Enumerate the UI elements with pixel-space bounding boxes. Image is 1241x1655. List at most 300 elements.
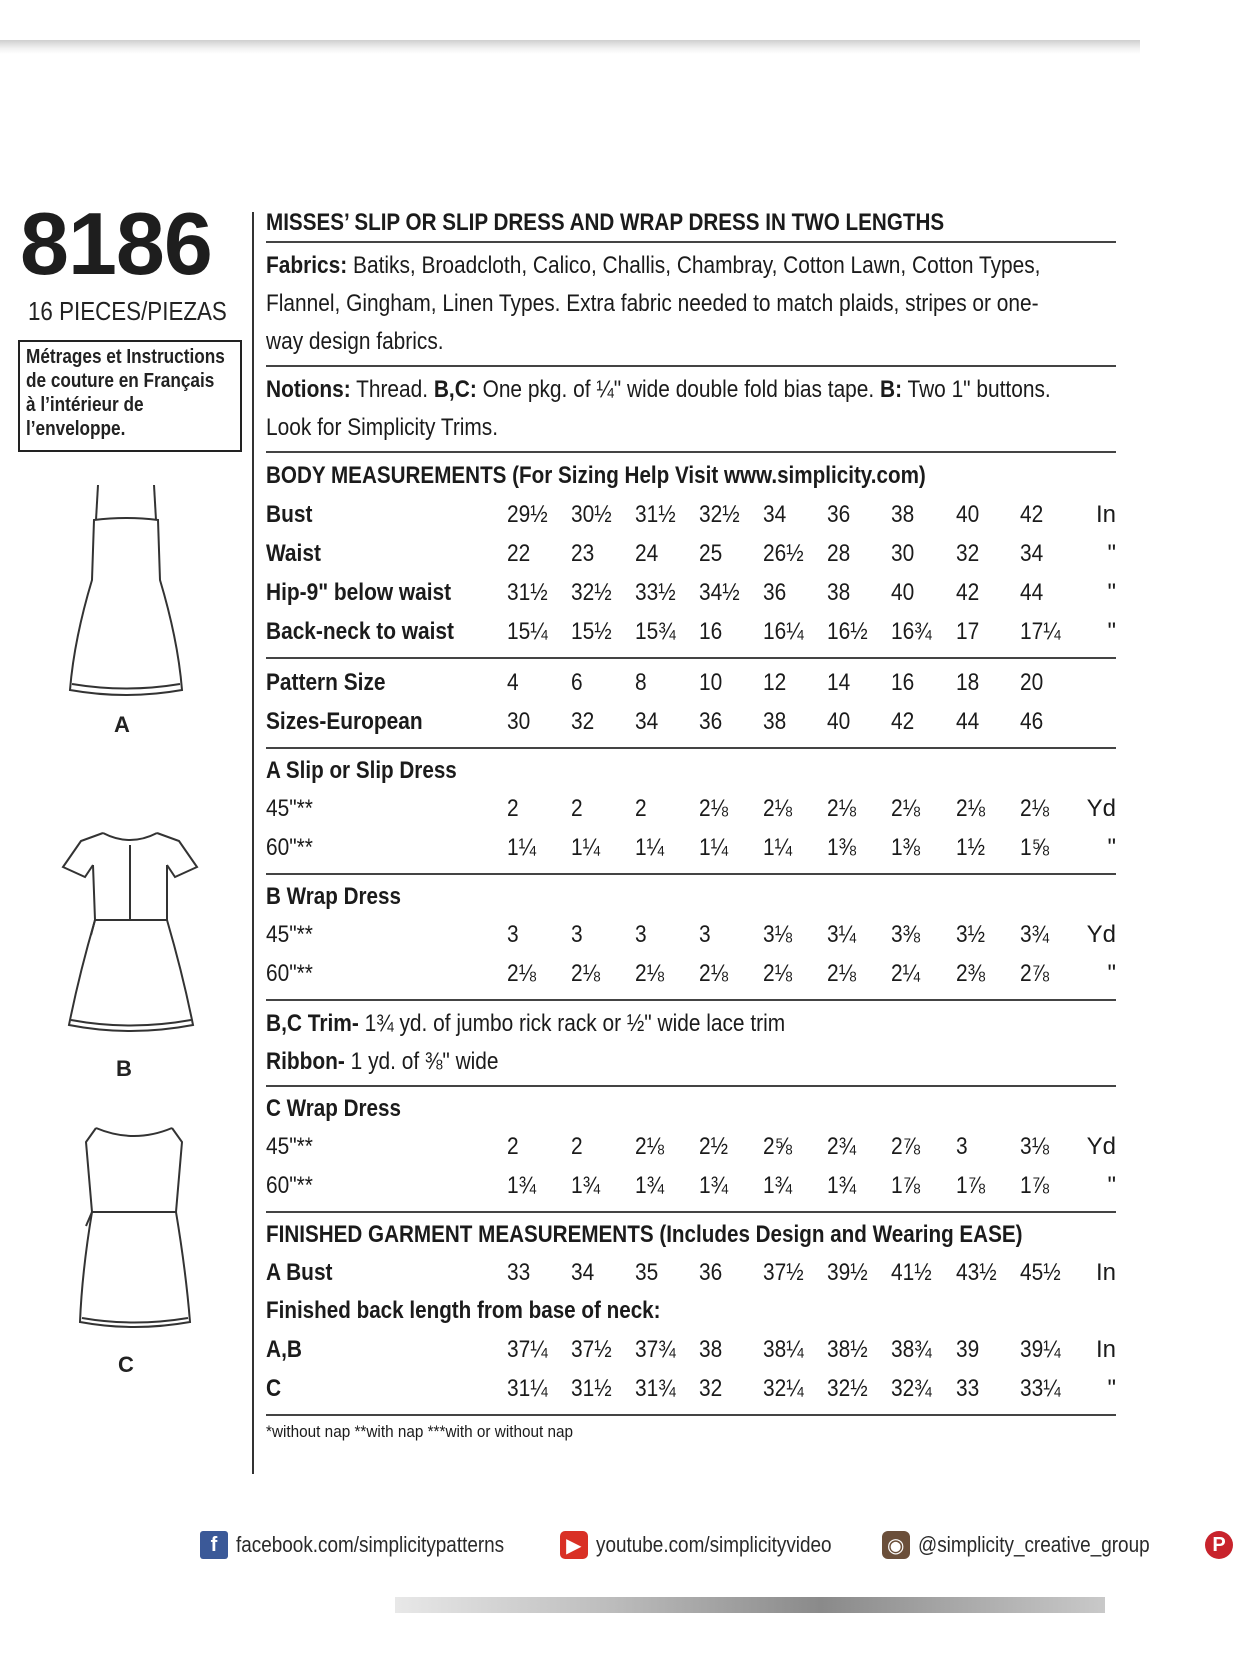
size-value-text: 15¾ [634, 617, 676, 645]
size-value-text: 33¼ [1019, 1374, 1061, 1402]
size-value [763, 1253, 827, 1292]
size-value [956, 828, 1020, 867]
size-value-text: 2 [506, 794, 519, 822]
view-c-table [266, 1127, 1116, 1205]
size-value-text: 37¼ [506, 1335, 548, 1363]
table-row [266, 495, 1116, 534]
size-value [1020, 612, 1084, 651]
size-value-text: 8 [634, 668, 647, 696]
size-value [763, 534, 827, 573]
size-value-text: 2⅝ [763, 1132, 793, 1160]
size-value-text: 34 [634, 707, 659, 735]
size-value [635, 1253, 699, 1292]
size-value [1020, 828, 1084, 867]
size-value [891, 1127, 955, 1166]
size-value [763, 663, 827, 702]
size-value-text: 1⅞ [1019, 1171, 1049, 1199]
size-value-text: 33½ [634, 578, 676, 606]
size-value-text: 1¾ [506, 1171, 536, 1199]
instagram-link[interactable] [882, 1531, 1187, 1559]
size-value-text: 2⅛ [698, 794, 729, 822]
table-row [266, 534, 1116, 573]
size-value [956, 789, 1020, 828]
size-value [699, 495, 763, 534]
size-value [635, 1166, 699, 1205]
notions-bc-label: B,C: [433, 376, 477, 403]
size-value [571, 1166, 635, 1205]
size-value [635, 573, 699, 612]
unit-label: " [1107, 617, 1116, 645]
size-value-text: 3½ [955, 920, 985, 948]
size-value-text: 30 [506, 707, 530, 735]
size-value [827, 1330, 891, 1369]
size-value [507, 1127, 571, 1166]
size-value [763, 495, 827, 534]
size-value [891, 789, 955, 828]
row-label [266, 573, 507, 612]
view-c-yardage [266, 1087, 1116, 1211]
size-value [763, 702, 827, 741]
size-value [1020, 1369, 1084, 1408]
finished-heading: FINISHED GARMENT MEASUREMENTS (Includes Design and Wearing EASE) [266, 1221, 1023, 1248]
table-row [266, 1369, 1116, 1408]
size-value [635, 1330, 699, 1369]
size-value-text: 38 [698, 1335, 723, 1363]
size-value-text: 2⅛ [827, 959, 857, 987]
table-row [266, 1127, 1116, 1166]
size-value-text: 32½ [827, 1374, 868, 1402]
divider-line [252, 212, 254, 1474]
size-value [699, 828, 763, 867]
size-value-text: 32½ [570, 578, 612, 606]
table-row [266, 702, 1116, 741]
size-value-text: 32 [570, 707, 594, 735]
size-value [507, 534, 571, 573]
size-value-text: 36 [698, 707, 723, 735]
table-row [266, 1166, 1116, 1205]
unit-label: " [1107, 1171, 1116, 1199]
size-value [571, 534, 635, 573]
row-label-text: Pattern Size [266, 668, 386, 696]
size-value-text: 2 [506, 1132, 519, 1160]
finished-bust-table [266, 1253, 1116, 1292]
size-value [891, 954, 955, 993]
size-value-text: 31¼ [506, 1374, 548, 1402]
size-value-text: 1¼ [570, 833, 600, 861]
size-value-text: 16 [891, 668, 915, 696]
size-value [507, 1166, 571, 1205]
size-value-text: 15¼ [506, 617, 548, 645]
view-b-yardage [266, 875, 1116, 999]
size-value-text: 32½ [698, 500, 740, 528]
size-value [827, 573, 891, 612]
size-value [699, 612, 763, 651]
view-b-sketch [55, 825, 205, 1045]
unit-label: " [1107, 833, 1116, 861]
size-value [827, 495, 891, 534]
size-value [1020, 1253, 1084, 1292]
row-label [266, 702, 507, 741]
size-value [763, 1127, 827, 1166]
size-value-text: 1¼ [763, 833, 793, 861]
size-value-text: 1¾ [570, 1171, 600, 1199]
size-value-text: 17 [955, 617, 979, 645]
fabrics-line: way design fabrics. [266, 328, 444, 355]
size-value-text: 1⅞ [955, 1171, 985, 1199]
size-value [891, 828, 955, 867]
size-value-text: 16½ [827, 617, 868, 645]
size-value-text: 42 [891, 707, 915, 735]
trim-line [266, 1005, 1006, 1043]
size-value-text: 32¼ [763, 1374, 804, 1402]
size-value-text: 1¼ [506, 833, 536, 861]
size-value [891, 915, 955, 954]
pinterest-icon[interactable]: P [1205, 1531, 1233, 1559]
row-label [266, 1127, 507, 1166]
size-value-text: 2⅛ [1019, 794, 1049, 822]
size-value [635, 954, 699, 993]
size-value [507, 915, 571, 954]
size-value [571, 828, 635, 867]
body-measurements-table [266, 495, 1116, 651]
trim-text: 1¾ yd. of jumbo rick rack or ½" wide lace trim [358, 1010, 786, 1037]
row-label-text: Sizes-European [266, 707, 423, 735]
table-row [266, 612, 1116, 651]
size-value-text: 33 [506, 1258, 530, 1286]
notions-label: Notions: [266, 376, 351, 403]
size-value [956, 954, 1020, 993]
size-value-text: 1¾ [763, 1171, 793, 1199]
size-value-text: 1¾ [634, 1171, 664, 1199]
size-value [507, 954, 571, 993]
size-value [763, 915, 827, 954]
notions-section [266, 367, 1116, 451]
size-value-text: 3⅜ [891, 920, 921, 948]
unit-label: In [1095, 1335, 1116, 1363]
size-value-text: 16 [698, 617, 723, 645]
size-value-text: 29½ [506, 500, 548, 528]
unit-label [1084, 663, 1116, 702]
size-value [891, 534, 955, 573]
size-value-text: 14 [827, 668, 851, 696]
size-value-text: 2 [634, 794, 647, 822]
row-label [266, 1330, 507, 1369]
size-value [1020, 573, 1084, 612]
nap-footnote: *without nap **with nap ***with or without nap [266, 1422, 574, 1441]
row-label-text: A,B [266, 1335, 302, 1363]
size-value-text: 2⅛ [891, 794, 921, 822]
size-value-text: 22 [506, 539, 530, 567]
notions-line: Look for Simplicity Trims. [266, 414, 499, 441]
size-value [956, 573, 1020, 612]
row-label-text: 45"** [266, 920, 313, 948]
row-label [266, 534, 507, 573]
size-value [699, 573, 763, 612]
size-value-text: 2¾ [827, 1132, 857, 1160]
size-value [699, 663, 763, 702]
row-label [266, 789, 507, 828]
size-value [956, 1253, 1020, 1292]
size-value-text: 40 [891, 578, 915, 606]
size-value [763, 828, 827, 867]
sizes-table [266, 663, 1116, 741]
size-value-text: 2 [570, 794, 583, 822]
unit-label: " [1107, 959, 1116, 987]
size-value [699, 1127, 763, 1166]
size-value-text: 35 [634, 1258, 659, 1286]
row-label-text: 45"** [266, 1132, 313, 1160]
size-value-text: 46 [1019, 707, 1043, 735]
size-value [699, 1330, 763, 1369]
unit-label: Yd [1086, 1132, 1116, 1160]
size-value-text: 30 [891, 539, 915, 567]
french-note-line: l’enveloppe. [26, 418, 126, 440]
french-note-line: Métrages et Instructions [26, 346, 225, 368]
size-value [635, 663, 699, 702]
size-value-text: 31½ [570, 1374, 612, 1402]
size-value-text: 16¾ [891, 617, 933, 645]
size-value-text: 34 [763, 500, 787, 528]
size-value [891, 1166, 955, 1205]
size-value-text: 38 [827, 578, 851, 606]
french-note-line: de couture en Français [26, 370, 215, 392]
size-value-text: 2⅞ [1019, 959, 1049, 987]
size-value-text: 1¾ [698, 1171, 729, 1199]
row-label-text: Back-neck to waist [266, 617, 455, 645]
size-value-text: 28 [827, 539, 851, 567]
size-value-text: 2⅛ [506, 959, 536, 987]
size-value [635, 789, 699, 828]
size-value [956, 612, 1020, 651]
size-value [1020, 954, 1084, 993]
trim-section [266, 1001, 1116, 1085]
size-value [507, 663, 571, 702]
size-value-text: 44 [1019, 578, 1043, 606]
finished-measurements [266, 1213, 1116, 1414]
size-value [891, 1330, 955, 1369]
unit-label: " [1107, 578, 1116, 606]
size-value [891, 495, 955, 534]
size-value-text: 42 [1019, 500, 1043, 528]
size-value-text: 17¼ [1019, 617, 1061, 645]
ribbon-label: Ribbon- [266, 1048, 345, 1075]
size-value [763, 789, 827, 828]
view-label-b: B [116, 1056, 132, 1081]
size-value-text: 32 [698, 1374, 723, 1402]
view-a-yardage [266, 749, 1116, 873]
table-row [266, 954, 1116, 993]
notions-text: One pkg. of ¼" wide double fold bias tape. [476, 376, 881, 403]
size-value [699, 1253, 763, 1292]
pieces-count: 16 PIECES/PIEZAS [28, 296, 227, 326]
size-value [956, 702, 1020, 741]
size-value-text: 3 [634, 920, 647, 948]
size-value-text: 2⅛ [827, 794, 857, 822]
table-row [266, 1253, 1116, 1292]
scan-edge [395, 1597, 1105, 1613]
body-measurements-heading: BODY MEASUREMENTS (For Sizing Help Visit www.simplicity.com) [266, 462, 926, 489]
size-value-text: 12 [763, 668, 787, 696]
size-value [507, 612, 571, 651]
facebook-link[interactable] [200, 1531, 548, 1559]
size-value [1020, 495, 1084, 534]
size-value-text: 2⅞ [891, 1132, 921, 1160]
size-value-text: 23 [570, 539, 594, 567]
size-value [1020, 1330, 1084, 1369]
size-value [699, 534, 763, 573]
size-value [891, 663, 955, 702]
size-value [635, 828, 699, 867]
size-value [635, 495, 699, 534]
size-value-text: 1⅜ [891, 833, 921, 861]
view-a-heading: A Slip or Slip Dress [266, 757, 457, 784]
size-value [827, 954, 891, 993]
size-value-text: 38¼ [763, 1335, 804, 1363]
youtube-text: youtube.com/simplicityvideo [595, 1532, 832, 1557]
size-value-text: 3⅛ [1019, 1132, 1049, 1160]
ribbon-line [266, 1043, 1006, 1081]
row-label [266, 915, 507, 954]
pattern-title: MISSES’ SLIP OR SLIP DRESS AND WRAP DRESS IN TWO LENGTHS [266, 209, 945, 236]
row-label-text: Hip-9" below waist [266, 578, 452, 606]
row-label-text: 45"** [266, 794, 313, 822]
sizes-section [266, 659, 1116, 747]
size-value [571, 1253, 635, 1292]
size-value-text: 32¾ [891, 1374, 933, 1402]
size-value-text: 1½ [955, 833, 985, 861]
size-value-text: 38½ [827, 1335, 868, 1363]
size-value-text: 1⅜ [827, 833, 857, 861]
size-value-text: 25 [698, 539, 723, 567]
size-value [763, 612, 827, 651]
size-value-text: 39¼ [1019, 1335, 1061, 1363]
size-value [763, 954, 827, 993]
size-value [827, 1369, 891, 1408]
size-value [763, 1369, 827, 1408]
size-value-text: 34 [1019, 539, 1043, 567]
size-value-text: 20 [1019, 668, 1043, 696]
size-value [891, 702, 955, 741]
unit-label: In [1095, 500, 1116, 528]
row-label-text: Waist [266, 539, 321, 567]
size-value-text: 36 [827, 500, 851, 528]
finished-length-heading: Finished back length from base of neck: [266, 1297, 661, 1324]
size-value-text: 15½ [570, 617, 612, 645]
row-label [266, 828, 507, 867]
size-value-text: 3 [506, 920, 519, 948]
row-label [266, 1253, 507, 1292]
row-label-text: 60"** [266, 959, 313, 987]
size-value [1020, 789, 1084, 828]
youtube-link[interactable] [560, 1531, 870, 1559]
table-row [266, 1330, 1116, 1369]
ribbon-text: 1 yd. of ⅜" wide [344, 1048, 499, 1075]
size-value [1020, 1127, 1084, 1166]
size-value [699, 1166, 763, 1205]
size-value [956, 534, 1020, 573]
fabrics-text: Batiks, Broadcloth, Calico, Challis, Chambray, Cotton Lawn, Cotton Types, [353, 252, 1041, 279]
size-value [571, 702, 635, 741]
size-value [763, 573, 827, 612]
table-row [266, 573, 1116, 612]
row-label-text: 60"** [266, 1171, 313, 1199]
table-row [266, 663, 1116, 702]
view-b-heading: B Wrap Dress [266, 883, 401, 910]
size-value-text: 44 [955, 707, 979, 735]
social-links [200, 1528, 1241, 1562]
unit-label: " [1107, 1374, 1116, 1402]
size-value [891, 1369, 955, 1408]
instagram-icon: ◉ [882, 1531, 910, 1559]
view-c-heading: C Wrap Dress [266, 1095, 401, 1122]
size-value [699, 1369, 763, 1408]
unit-label: Yd [1086, 920, 1116, 948]
size-value [956, 1369, 1020, 1408]
size-value-text: 34½ [698, 578, 740, 606]
size-value-text: 3 [570, 920, 583, 948]
size-value [891, 612, 955, 651]
size-value [635, 1369, 699, 1408]
size-value-text: 41½ [891, 1258, 933, 1286]
size-value-text: 26½ [763, 539, 804, 567]
size-value [827, 789, 891, 828]
row-label-text: 60"** [266, 833, 313, 861]
size-value [699, 702, 763, 741]
unit-label: " [1107, 539, 1116, 567]
scan-shadow [0, 40, 1140, 54]
size-value [956, 495, 1020, 534]
size-value [956, 1166, 1020, 1205]
size-value [635, 1127, 699, 1166]
size-value [635, 702, 699, 741]
size-value-text: 36 [763, 578, 787, 606]
size-value-text: 40 [955, 500, 979, 528]
size-value-text: 3 [698, 920, 711, 948]
fabrics-label: Fabrics: [266, 252, 348, 279]
size-value-text: 1¼ [634, 833, 664, 861]
size-value-text: 3¾ [1019, 920, 1049, 948]
size-value-text: 2⅛ [634, 959, 664, 987]
size-value [507, 573, 571, 612]
size-value [956, 915, 1020, 954]
size-value [827, 915, 891, 954]
row-label [266, 495, 507, 534]
size-value [571, 915, 635, 954]
size-value [956, 663, 1020, 702]
notions-text: Thread. [356, 376, 434, 403]
size-value [507, 495, 571, 534]
size-value-text: 3⅛ [763, 920, 793, 948]
table-row [266, 915, 1116, 954]
table-row [266, 828, 1116, 867]
size-value-text: 39 [955, 1335, 979, 1363]
size-value-text: 2⅛ [570, 959, 600, 987]
notions-b-label: B: [880, 376, 903, 403]
size-value-text: 24 [634, 539, 659, 567]
size-value-text: 37¾ [634, 1335, 676, 1363]
table-row [266, 789, 1116, 828]
youtube-icon: ▶ [560, 1531, 588, 1559]
size-value-text: 2⅛ [955, 794, 985, 822]
facebook-text: facebook.com/simplicitypatterns [236, 1532, 505, 1557]
size-value-text: 16¼ [763, 617, 804, 645]
fabrics-line: Flannel, Gingham, Linen Types. Extra fabric needed to match plaids, stripes or one- [266, 290, 1039, 317]
size-value [956, 1330, 1020, 1369]
size-value-text: 36 [698, 1258, 723, 1286]
size-value-text: 2½ [698, 1132, 729, 1160]
size-value-text: 3¼ [827, 920, 857, 948]
size-value [827, 612, 891, 651]
